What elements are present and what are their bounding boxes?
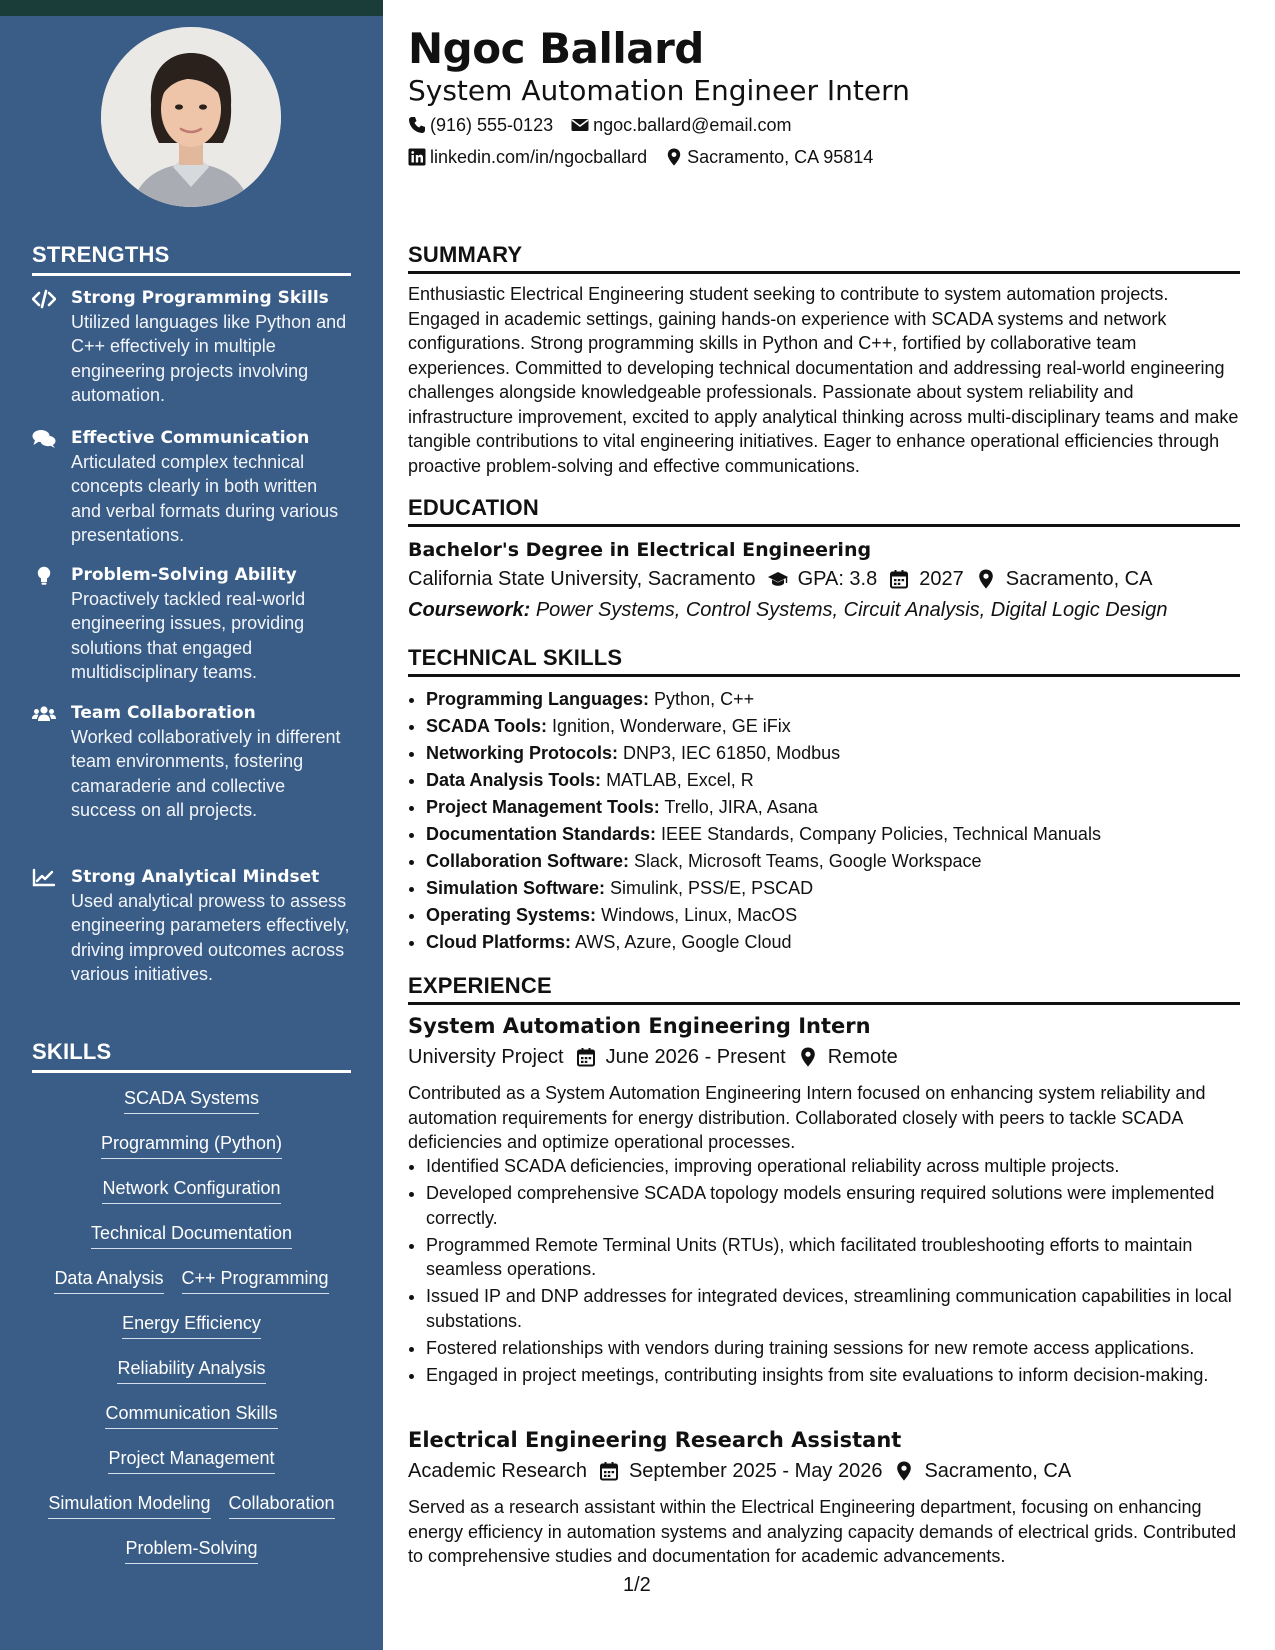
skill-tag: Simulation Modeling bbox=[48, 1491, 210, 1519]
map-marker-icon bbox=[665, 148, 683, 166]
strength-description: Proactively tackled real-world engineering issues, providing solutions that engaged multidisciplinary teams. bbox=[71, 589, 306, 683]
list-item: • Identified SCADA deficiencies, improving operational reliability across multiple projects. bbox=[426, 1154, 1258, 1179]
skill-tag: Reliability Analysis bbox=[117, 1356, 265, 1384]
coursework bbox=[408, 597, 1168, 623]
contact-linkedin bbox=[408, 145, 647, 169]
sidebar bbox=[0, 0, 383, 1650]
strength-item bbox=[32, 286, 352, 408]
strength-item bbox=[32, 426, 352, 548]
education-meta bbox=[408, 566, 1164, 592]
skill-tag: Network Configuration bbox=[102, 1176, 280, 1204]
job-org: University Project bbox=[408, 1046, 564, 1068]
strength-title: Strong Analytical Mindset bbox=[71, 867, 320, 887]
degree-title: Bachelor's Degree in Electrical Engineering bbox=[408, 539, 872, 561]
skill-tag: Energy Efficiency bbox=[122, 1311, 261, 1339]
graduation-cap-icon bbox=[768, 569, 798, 589]
job-dates: June 2026 - Present bbox=[576, 1044, 786, 1070]
map-marker-icon bbox=[798, 1047, 828, 1067]
strength-description: Worked collaboratively in different team environments, fostering camaraderie and collective success on all projects. bbox=[71, 727, 341, 821]
candidate-name: Ngoc Ballard bbox=[408, 24, 704, 73]
skill-tag: Technical Documentation bbox=[91, 1221, 292, 1249]
strength-title: Problem-Solving Ability bbox=[71, 565, 297, 585]
strength-title: Effective Communication bbox=[71, 428, 310, 448]
skills-list bbox=[32, 1086, 351, 1581]
code-icon bbox=[32, 289, 56, 309]
summary-heading: SUMMARY bbox=[408, 242, 1240, 274]
job-meta bbox=[408, 1458, 1083, 1484]
list-item: • Developed comprehensive SCADA topology models ensuring required solutions were implemented correctly. bbox=[426, 1181, 1258, 1230]
skill-tag: Programming (Python) bbox=[101, 1131, 282, 1159]
users-icon bbox=[32, 704, 56, 724]
strength-item bbox=[32, 865, 352, 987]
page-number: 1/2 bbox=[623, 1574, 651, 1596]
contact-email bbox=[571, 113, 791, 137]
list-item: • Cloud Platforms: AWS, Azure, Google Cloud bbox=[426, 929, 1258, 956]
envelope-icon bbox=[571, 116, 589, 134]
sidebar-top-bar bbox=[0, 0, 383, 16]
job-dates: September 2025 - May 2026 bbox=[599, 1458, 883, 1484]
strength-item bbox=[32, 701, 352, 823]
technical-skills-list bbox=[408, 686, 1258, 956]
list-item: • Collaboration Software: Slack, Microsoft Teams, Google Workspace bbox=[426, 848, 1258, 875]
experience-heading: EXPERIENCE bbox=[408, 973, 1240, 1005]
technical-skills-heading: TECHNICAL SKILLS bbox=[408, 645, 1240, 677]
contact-phone bbox=[408, 113, 553, 137]
lightbulb-icon bbox=[32, 566, 56, 586]
list-item: • Issued IP and DNP addresses for integrated devices, streamlining communication capabilities in local substations. bbox=[426, 1284, 1258, 1333]
gpa: GPA: 3.8 bbox=[768, 566, 878, 592]
job-bullets bbox=[408, 1154, 1258, 1390]
job-location: Remote bbox=[798, 1044, 898, 1070]
map-marker-icon bbox=[894, 1461, 924, 1481]
list-item: • Engaged in project meetings, contributing insights from site evaluations to inform decision-making. bbox=[426, 1363, 1258, 1388]
education-location: Sacramento, CA bbox=[976, 566, 1153, 592]
strength-description: Articulated complex technical concepts clearly in both written and verbal formats during various presentations. bbox=[71, 452, 339, 546]
skill-tag: SCADA Systems bbox=[124, 1086, 259, 1114]
list-item: • Programmed Remote Terminal Units (RTUs), which facilitated troubleshooting efforts to maintain seamless operations. bbox=[426, 1233, 1258, 1282]
graduation-year: 2027 bbox=[889, 566, 964, 592]
contact-line bbox=[408, 113, 809, 137]
list-item: • Operating Systems: Windows, Linux, MacOS bbox=[426, 902, 1258, 929]
school-name: California State University, Sacramento bbox=[408, 568, 756, 590]
coursework-label: Coursework: bbox=[408, 599, 531, 621]
avatar bbox=[101, 27, 281, 207]
strength-item bbox=[32, 563, 352, 685]
coursework-list: Power Systems, Control Systems, Circuit Analysis, Digital Logic Design bbox=[535, 599, 1168, 621]
contact-location bbox=[665, 145, 873, 169]
job-description: Contributed as a System Automation Engineering Intern focused on enhancing system reliability and automation requirements for energy distribution. Collaborated closely with peers to tackle SCADA deficiencies and optimize operational processes. bbox=[408, 1083, 1206, 1152]
skill-tag: Data Analysis bbox=[54, 1266, 163, 1294]
calendar-icon bbox=[889, 569, 919, 589]
strength-title: Strong Programming Skills bbox=[71, 288, 329, 308]
map-marker-icon bbox=[976, 569, 1006, 589]
phone-text: (916) 555-0123 bbox=[430, 115, 554, 135]
list-item: • Data Analysis Tools: MATLAB, Excel, R bbox=[426, 767, 1258, 794]
profile-photo-icon bbox=[101, 27, 281, 207]
job-org: Academic Research bbox=[408, 1460, 587, 1482]
strengths-heading: STRENGTHS bbox=[32, 242, 351, 276]
candidate-title: System Automation Engineer Intern bbox=[408, 74, 910, 107]
phone-icon bbox=[408, 116, 426, 134]
calendar-icon bbox=[599, 1461, 629, 1481]
calendar-icon bbox=[576, 1047, 606, 1067]
linkedin-text: linkedin.com/in/ngocballard bbox=[430, 147, 648, 167]
job-title: System Automation Engineering Intern bbox=[408, 1014, 871, 1038]
strength-title: Team Collaboration bbox=[71, 703, 256, 723]
strength-description: Utilized languages like Python and C++ effectively in multiple engineering projects involving automation. bbox=[71, 312, 347, 406]
job-location: Sacramento, CA bbox=[894, 1458, 1071, 1484]
comments-icon bbox=[32, 429, 56, 449]
skill-tag: Project Management bbox=[108, 1446, 274, 1474]
email-text: ngoc.ballard@email.com bbox=[593, 115, 792, 135]
skill-tag: Problem-Solving bbox=[125, 1536, 257, 1564]
skill-tag: Communication Skills bbox=[105, 1401, 277, 1429]
linkedin-icon bbox=[408, 148, 426, 166]
list-item: • Fostered relationships with vendors during training sessions for new remote access applications. bbox=[426, 1336, 1258, 1361]
skill-tag: C++ Programming bbox=[182, 1266, 329, 1294]
skills-heading: SKILLS bbox=[32, 1039, 351, 1073]
list-item: • Documentation Standards: IEEE Standards, Company Policies, Technical Manuals bbox=[426, 821, 1258, 848]
job-meta bbox=[408, 1044, 910, 1070]
chart-line-icon bbox=[32, 868, 56, 888]
skill-tag: Collaboration bbox=[229, 1491, 335, 1519]
summary-text: Enthusiastic Electrical Engineering student seeking to contribute to system automation projects. Engaged in academic settings, gaining hands-on experience with SCADA systems and network configurations. Strong programming skills in Python and C++, fortified by collaborative team experiences. Committed to developing technical documentation and addressing real-world engineering challenges alongside knowledgeable professionals. Passionate about system reliability and infrastructure improvement, excited to apply analytical thinking across multi-disciplinary teams and make tangible contributions to vital engineering initiatives. Eager to enhance operational efficiencies through proactive problem-solving and effective communications. bbox=[408, 284, 1239, 476]
list-item: • Project Management Tools: Trello, JIRA, Asana bbox=[426, 794, 1258, 821]
contact-line bbox=[408, 145, 891, 169]
job-description: Served as a research assistant within the Electrical Engineering department, focusing on enhancing energy efficiency in automation systems and analyzing capacity demands of electrical grids. Contributed to comprehensive studies and documentation for academic advancements. bbox=[408, 1497, 1237, 1566]
education-heading: EDUCATION bbox=[408, 495, 1240, 527]
location-text: Sacramento, CA 95814 bbox=[687, 147, 874, 167]
strength-description: Used analytical prowess to assess engineering parameters effectively, driving improved outcomes across various initiatives. bbox=[71, 891, 350, 985]
list-item: • SCADA Tools: Ignition, Wonderware, GE iFix bbox=[426, 713, 1258, 740]
list-item: • Simulation Software: Simulink, PSS/E, PSCAD bbox=[426, 875, 1258, 902]
job-title: Electrical Engineering Research Assistant bbox=[408, 1428, 902, 1452]
list-item: • Programming Languages: Python, C++ bbox=[426, 686, 1258, 713]
list-item: • Networking Protocols: DNP3, IEC 61850, Modbus bbox=[426, 740, 1258, 767]
